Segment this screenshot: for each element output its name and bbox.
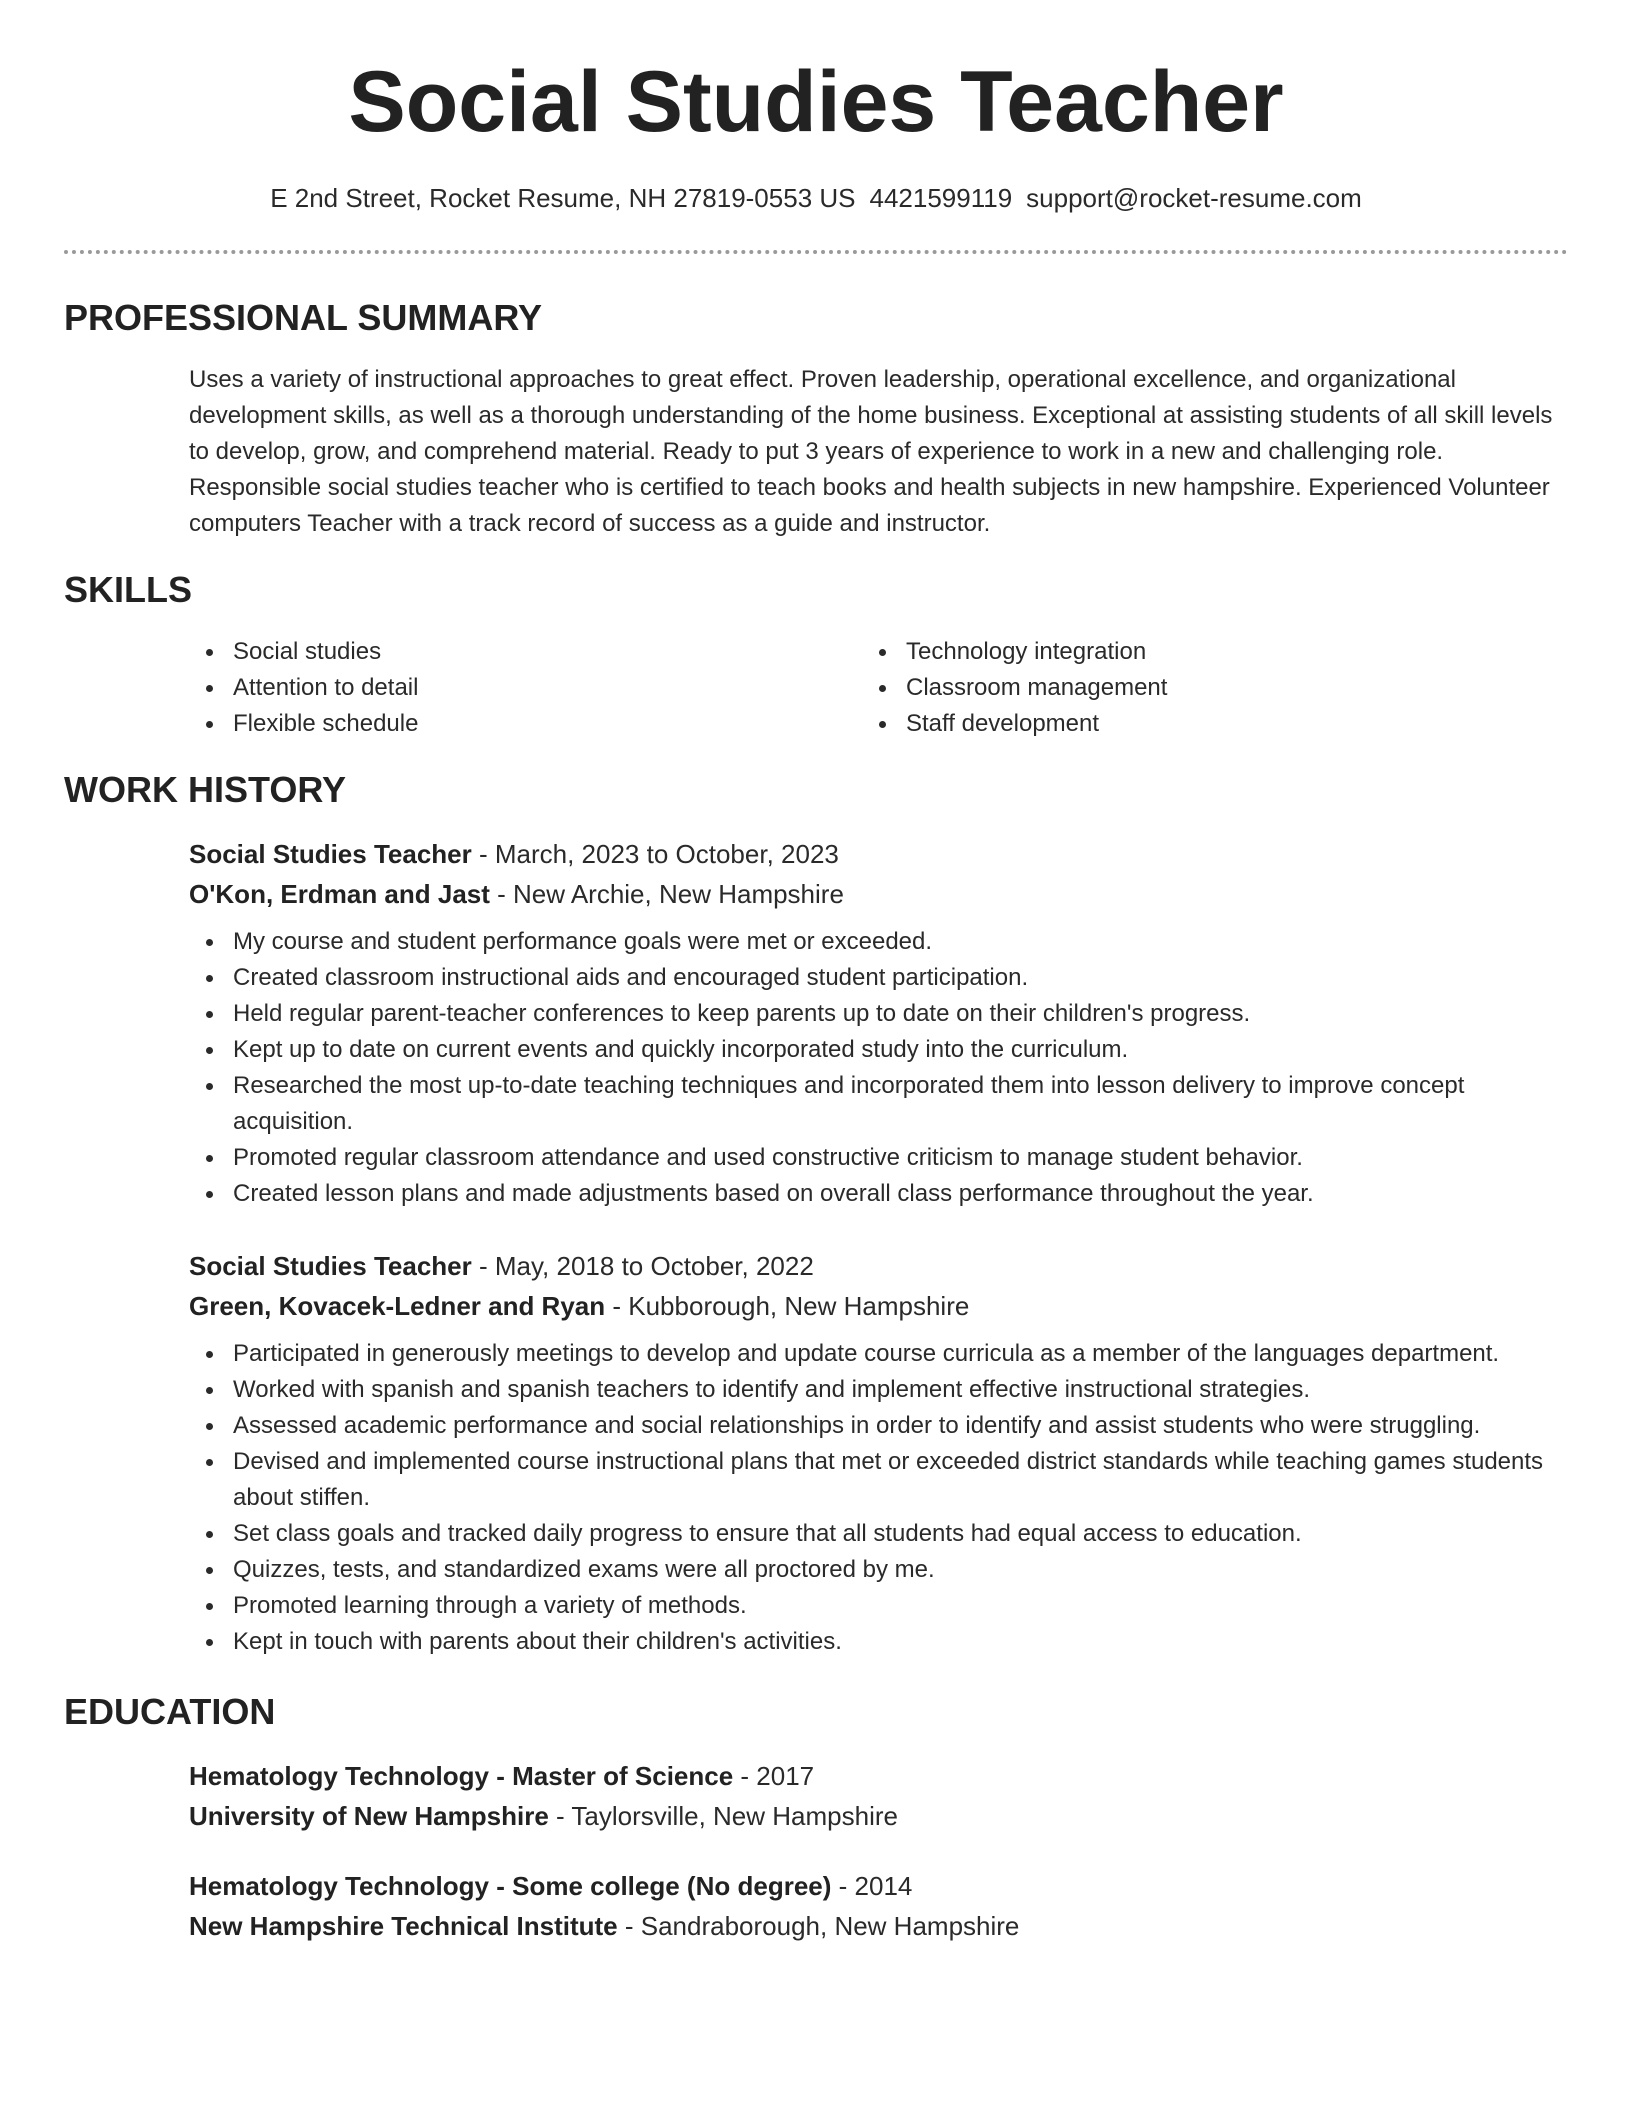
header-divider [64, 250, 1568, 254]
job-bullet: Quizzes, tests, and standardized exams were all proctored by me. [189, 1552, 1564, 1588]
skill-item: Attention to detail [189, 670, 789, 706]
skill-item: Classroom management [862, 670, 1462, 706]
education-degree: Hematology Technology - Some college (No degree) [189, 1871, 832, 1901]
job-bullet: Kept up to date on current events and quickly incorporated study into the curriculum. [189, 1032, 1564, 1068]
job-entry [189, 1246, 1564, 1660]
contact-phone: 4421599119 [869, 183, 1013, 213]
education-entry [189, 1756, 1564, 1836]
job-bullet: Promoted regular classroom attendance and used constructive criticism to manage student behavior. [189, 1140, 1564, 1176]
job-location: - New Archie, New Hampshire [497, 879, 844, 909]
resume-name: Social Studies Teacher [348, 54, 1284, 150]
education-school: University of New Hampshire [189, 1801, 549, 1831]
job-bullet: Held regular parent-teacher conferences to keep parents up to date on their children's progress. [189, 996, 1564, 1032]
job-company: O'Kon, Erdman and Jast [189, 879, 490, 909]
education-location: - Taylorsville, New Hampshire [556, 1801, 898, 1831]
education-entry [189, 1866, 1564, 1946]
job-bullet: Worked with spanish and spanish teachers to identify and implement effective instructional strategies. [189, 1372, 1564, 1408]
job-role: Social Studies Teacher [189, 839, 472, 869]
job-location: - Kubborough, New Hampshire [612, 1291, 970, 1321]
job-company-line [189, 1286, 1564, 1326]
job-company-line [189, 874, 1564, 914]
job-bullet: My course and student performance goals were met or exceeded. [189, 924, 1564, 960]
education-heading: EDUCATION [64, 1691, 276, 1732]
job-bullet: Created classroom instructional aids and encouraged student participation. [189, 960, 1564, 996]
job-title-line [189, 1246, 1564, 1286]
job-title-line [189, 834, 1564, 874]
education-degree: Hematology Technology - Master of Science [189, 1761, 734, 1791]
education-degree-line [189, 1866, 1564, 1906]
education-year: - 2014 [838, 1871, 913, 1901]
education-degree-line [189, 1756, 1564, 1796]
job-dates: - May, 2018 to October, 2022 [478, 1251, 814, 1281]
contact-address: E 2nd Street, Rocket Resume, NH 27819-0553 US [270, 183, 856, 213]
work-history-heading: WORK HISTORY [64, 769, 347, 810]
education-school-line [189, 1796, 1564, 1836]
job-bullet: Promoted learning through a variety of methods. [189, 1588, 1564, 1624]
skill-item: Technology integration [862, 634, 1462, 670]
skills-column-right [862, 634, 1462, 742]
education-year: - 2017 [740, 1761, 815, 1791]
job-bullet: Kept in touch with parents about their children's activities. [189, 1624, 1564, 1660]
education-location: - Sandraborough, New Hampshire [624, 1911, 1020, 1941]
skill-item: Flexible schedule [189, 706, 789, 742]
job-entry [189, 834, 1564, 1212]
job-role: Social Studies Teacher [189, 1251, 472, 1281]
job-bullet: Created lesson plans and made adjustments based on overall class performance throughout the year. [189, 1176, 1564, 1212]
contact-email: support@rocket-resume.com [1026, 183, 1362, 213]
job-bullets [189, 1336, 1564, 1660]
summary-heading: PROFESSIONAL SUMMARY [64, 297, 543, 338]
skills-column-left [189, 634, 789, 742]
skill-item: Staff development [862, 706, 1462, 742]
job-bullet: Assessed academic performance and social relationships in order to identify and assist students who were struggling. [189, 1408, 1564, 1444]
skill-item: Social studies [189, 634, 789, 670]
job-bullet: Participated in generously meetings to develop and update course curricula as a member of the languages department. [189, 1336, 1564, 1372]
job-bullet: Researched the most up-to-date teaching techniques and incorporated them into lesson delivery to improve concept acquisition. [189, 1068, 1564, 1140]
job-bullet: Devised and implemented course instructional plans that met or exceeded district standards while teaching games students about stiffen. [189, 1444, 1564, 1516]
summary-section [189, 362, 1564, 542]
education-school-line [189, 1906, 1564, 1946]
education-school: New Hampshire Technical Institute [189, 1911, 618, 1941]
summary-text: Uses a variety of instructional approaches to great effect. Proven leadership, operational excellence, and organizational development skills, as well as a thorough understanding of the home business. Exceptional at assisting students of all skill levels to develop, grow, and comprehend material. Ready to put 3 years of experience to work in a new and challenging role. Responsible social studies teacher who is certified to teach books and health subjects in new hampshire. Experienced Volunteer computers Teacher with a track record of success as a guide and instructor. [189, 366, 1553, 537]
job-bullets [189, 924, 1564, 1212]
contact-line [0, 180, 1632, 216]
job-dates: - March, 2023 to October, 2023 [478, 839, 839, 869]
skills-heading: SKILLS [64, 569, 193, 610]
job-company: Green, Kovacek-Ledner and Ryan [189, 1291, 606, 1321]
job-bullet: Set class goals and tracked daily progress to ensure that all students had equal access to education. [189, 1516, 1564, 1552]
